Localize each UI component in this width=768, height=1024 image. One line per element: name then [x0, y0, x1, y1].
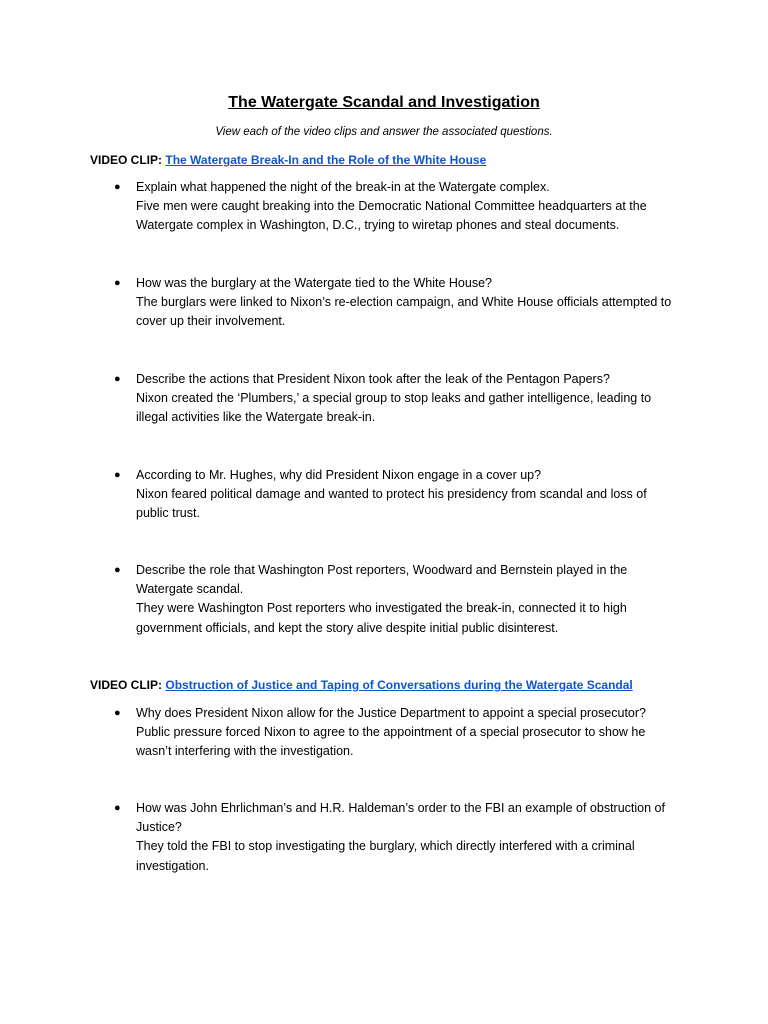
video-clip-label: VIDEO CLIP: — [90, 678, 163, 692]
question-text: Explain what happened the night of the break-in at the Watergate complex. — [136, 180, 550, 194]
video-clip-link[interactable]: The Watergate Break-In and the Role of the White House — [165, 153, 487, 167]
list-item — [114, 274, 674, 332]
answer-text: Nixon feared political damage and wanted to protect his presidency from scandal and loss of public trust. — [136, 487, 647, 521]
question-text: According to Mr. Hughes, why did President Nixon engage in a cover up? — [136, 468, 542, 482]
answer-text: They were Washington Post reporters who investigated the break-in, connected it to high government officials, and kept the story alive despite initial public disinterest. — [136, 601, 627, 635]
question-text: How was the burglary at the Watergate tied to the White House? — [136, 276, 492, 290]
answer-text: The burglars were linked to Nixon’s re-election campaign, and White House officials attempted to cover up their involvement. — [136, 295, 672, 329]
list-item — [114, 178, 674, 236]
video-clip-link[interactable]: Obstruction of Justice and Taping of Conversations during the Watergate Scandal — [165, 678, 633, 692]
bullet-icon: ● — [114, 373, 121, 385]
answer-text: Five men were caught breaking into the Democratic National Committee headquarters at the Watergate complex in Washington, D.C., trying to wiretap phones and steal documents. — [136, 199, 647, 233]
bullet-icon: ● — [114, 181, 121, 193]
bullet-icon: ● — [114, 277, 121, 289]
answer-text: Nixon created the ‘Plumbers,’ a special group to stop leaks and gather intelligence, leading to illegal activities like the Watergate break-in. — [136, 391, 652, 425]
video-clip-heading — [90, 678, 633, 692]
bullet-icon: ● — [114, 707, 121, 719]
video-clip-label: VIDEO CLIP: — [90, 153, 163, 167]
list-item — [114, 466, 674, 524]
page-title: The Watergate Scandal and Investigation — [228, 94, 540, 111]
bullet-icon: ● — [114, 469, 121, 481]
list-item — [114, 704, 674, 762]
question-text: Why does President Nixon allow for the Justice Department to appoint a special prosecutor? — [136, 706, 646, 720]
list-item — [114, 370, 674, 428]
bullet-icon: ● — [114, 802, 121, 814]
page-subtitle: View each of the video clips and answer the associated questions. — [215, 126, 553, 138]
question-text: Describe the role that Washington Post reporters, Woodward and Bernstein played in the Watergate scandal. — [136, 563, 628, 597]
question-text: How was John Ehrlichman’s and H.R. Haldeman’s order to the FBI an example of obstruction of Justice? — [136, 801, 665, 835]
question-text: Describe the actions that President Nixon took after the leak of the Pentagon Papers? — [136, 372, 610, 386]
answer-text: They told the FBI to stop investigating the burglary, which directly interfered with a criminal investigation. — [136, 839, 635, 873]
video-clip-heading — [90, 153, 486, 167]
list-item — [114, 561, 674, 638]
answer-text: Public pressure forced Nixon to agree to the appointment of a special prosecutor to show he wasn’t interfering with the investigation. — [136, 725, 646, 759]
list-item — [114, 799, 674, 876]
bullet-icon: ● — [114, 564, 121, 576]
